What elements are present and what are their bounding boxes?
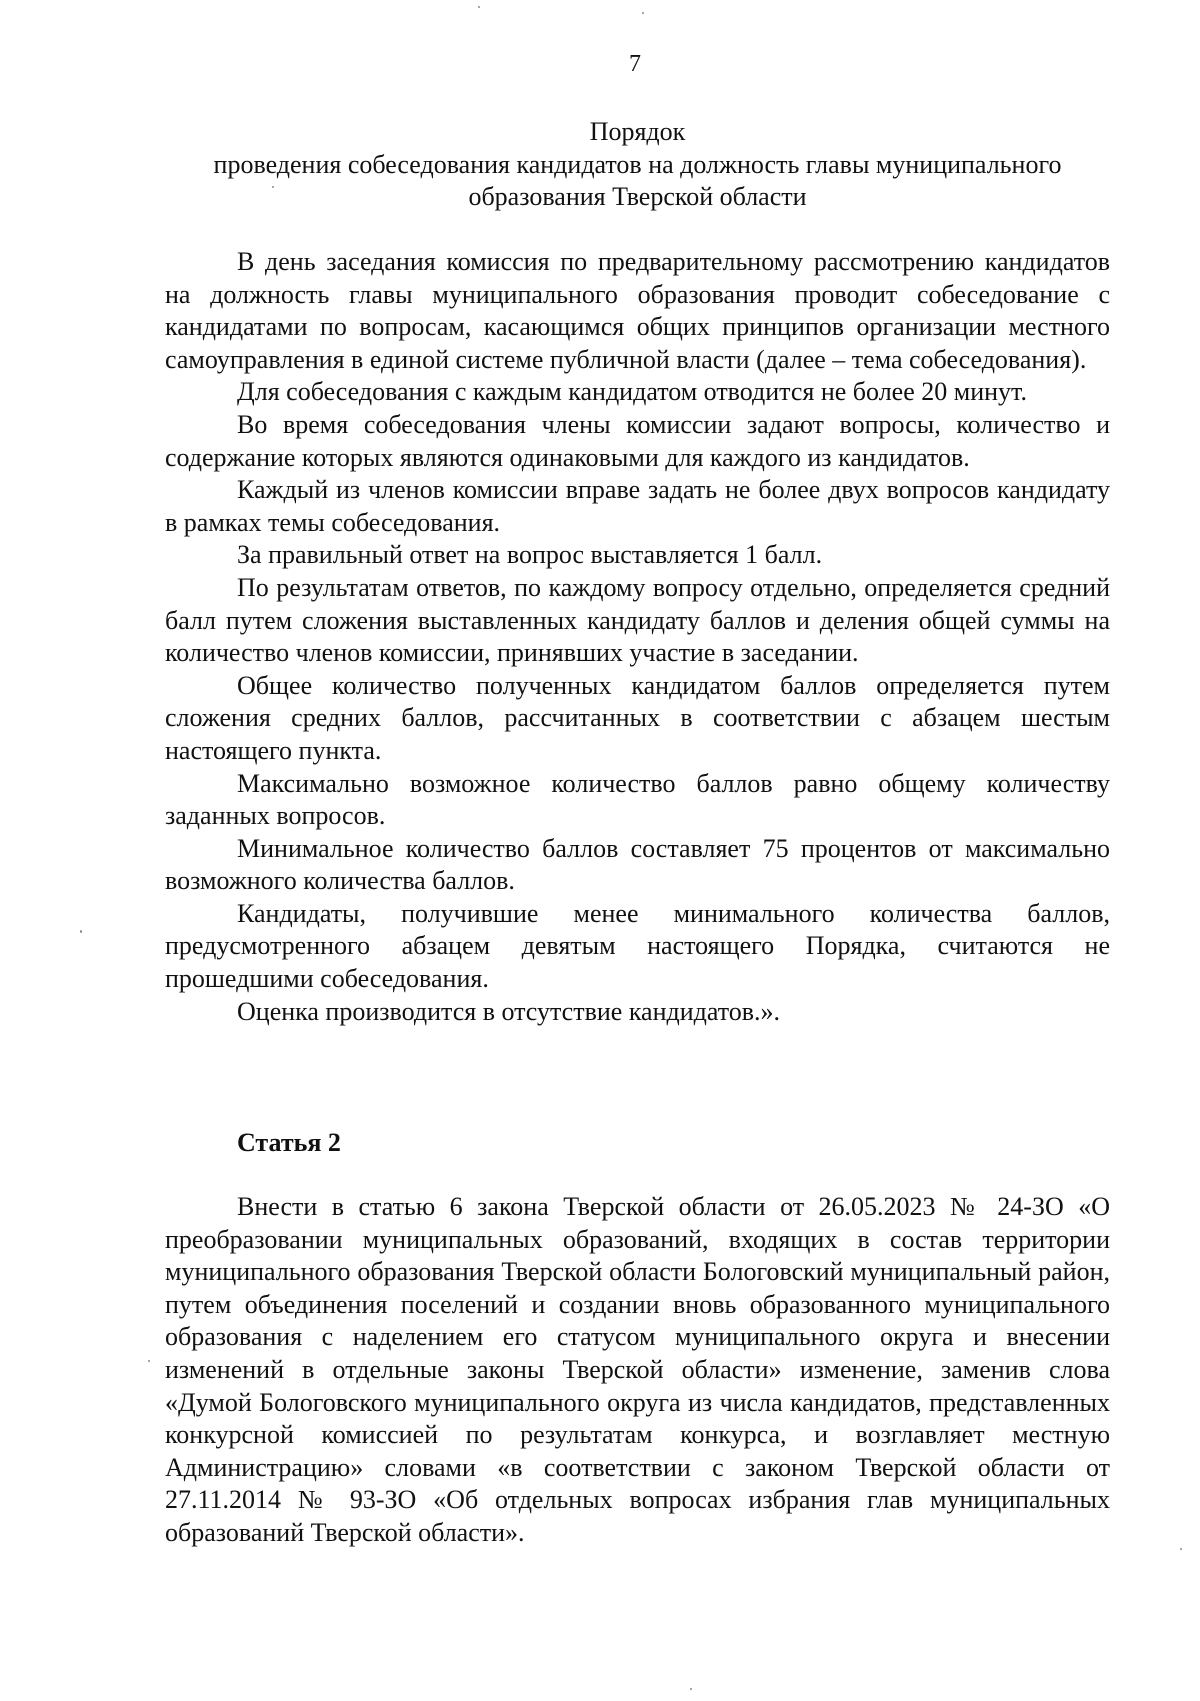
paragraph-2: Для собеседования с каждым кандидатом отводится не более 20 минут. — [237, 377, 1027, 407]
scan-speck — [642, 12, 644, 14]
article-heading: Статья 2 — [237, 1128, 341, 1157]
page-number: 7 — [629, 51, 641, 77]
paragraph-1: В день заседания комиссия по предварительному рассмотрению кандидатов на должность главы муниципального образования проводит собеседование с кандидатами по вопросам, касающимся общих принципов организации местного самоуправления в единой системе публичной власти (далее – тема собеседования). — [165, 247, 1110, 374]
paragraph-4: Каждый из членов комиссии вправе задать не более двух вопросов кандидату в рамках темы собеседования. — [165, 475, 1110, 537]
title-line-3: образования Тверской области — [468, 182, 807, 211]
paragraph-7: Общее количество полученных кандидатом баллов определяется путем сложения средних баллов, рассчитанных в соответствии с абзацем шестым настоящего пункта. — [165, 670, 1110, 765]
scan-speck — [690, 1688, 692, 1690]
scan-speck — [478, 6, 480, 8]
paragraph-9: Минимальное количество баллов составляет 75 процентов от максимально возможного количества баллов. — [165, 833, 1110, 896]
paragraph-10: Кандидаты, получившие менее минимального количества баллов, предусмотренного абзацем девятым настоящего Порядка, считаются не прошедшими собеседования. — [165, 898, 1110, 994]
article-body — [165, 1191, 1110, 1550]
scan-speck — [80, 930, 82, 933]
scan-speck — [272, 186, 274, 188]
paragraph-11: Оценка производится в отсутствие кандидатов.». — [237, 996, 781, 1026]
scan-speck — [1180, 1548, 1182, 1550]
paragraph-5: За правильный ответ на вопрос выставляется 1 балл. — [237, 540, 823, 570]
title-line-2: проведения собеседования кандидатов на должность главы муниципального — [213, 149, 1062, 179]
paragraph-8: Максимально возможное количество баллов равно общему количеству заданных вопросов. — [165, 768, 1110, 831]
article-paragraph: Внести в статью 6 закона Тверской области от 26.05.2023 № 24-ЗО «О преобразовании муниципальных образований, входящих в состав территории муниципального образования Тверской области Бологовский муниципальный район, путем объединения поселений и создании вновь образованного муниципального образования с наделением его статусом муниципального округа и внесении изменений в отдельные законы Тверской области» изменение, заменив слова «Думой Бологовского муниципального округа из числа кандидатов, представленных конкурсной комиссией по результатам конкурса, и возглавляет местную Администрацию» словами «в соответствии с законом Тверской области от 27.11.2014 № 93-ЗО «Об отдельных вопросах избрания глав муниципальных образований Тверской области». — [165, 1192, 1110, 1547]
paragraph-6: По результатам ответов, по каждому вопросу отдельно, определяется средний балл путем сложения выставленных кандидату баллов и деления общей суммы на количество членов комиссии, принявших участие в заседании. — [165, 572, 1110, 668]
document-title — [165, 116, 1110, 214]
title-line-1: Порядок — [589, 117, 686, 146]
procedure-body — [165, 246, 1110, 1028]
scan-speck — [148, 1360, 150, 1362]
paragraph-3: Во время собеседования члены комиссии задают вопросы, количество и содержание которых являются одинаковыми для каждого из кандидатов. — [165, 409, 1110, 472]
